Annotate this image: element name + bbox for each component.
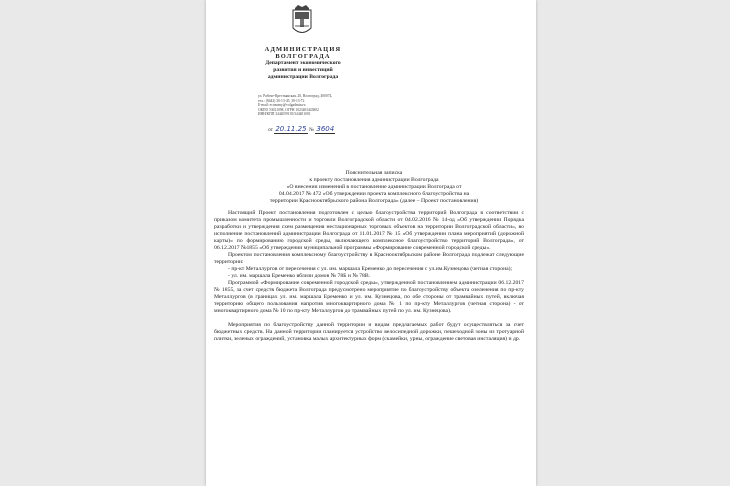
contact-address: ул. Рабоче-Крестьянская, 20, Волгоград, 400074, (258, 94, 333, 98)
paragraph-4: Мероприятия по благоустройству данной территории и видам предлагаемых работ будут осуществляться за счет бюджетных средств. На данной территории планируется устройство велосипедной дорожки, пешеходной зоны из тротуарной плитки, зеленых ограждений, установка малых архитектурных форм (скамейки, урны, ограждение световая инсталяция) и др. (214, 322, 524, 342)
paragraph-1: Настоящий Проект постановления подготовлен с целью благоустройства территорий Волгограда в соответствии с приказом комитета промышленности и торговли Волгоградской области от 04.02.2016 № 14-од «Об утверждении Порядка разработки и утверждения схем размещения нестационарных торговых объектов на территории Волгоградской области», во исполнение постановлений администрации Волгограда от 11.01.2017 № 15 «Об утверждении плана мероприятий (дорожной карты)» по формированию городской среды, включающего комплексное благоустройство территорий Волгограда», от 06.12.2017 №1855 «Об утверждении муниципальной программы «Формирование современной городской среды». (214, 210, 524, 251)
title-line-1: Пояснительная записка (345, 170, 403, 176)
title-line-5: территории Краснооктябрьского района Волгограда» (далее – Проект постановления) (269, 198, 479, 204)
title-line-2: к проекту постановления администрации Волгограда (309, 177, 439, 183)
contact-okpo: ОКПО 53021098, ОГРН 1023403443802 (258, 107, 319, 112)
outgoing-number-label: № (308, 127, 315, 133)
header-line-1: АДМИНИСТРАЦИЯ (264, 46, 342, 53)
territory-item-1: - пр-кт Металлургов от пересечения с ул. им. маршала Еременко до пересечения с ул.им.Кузнецова (четная сторона); (228, 266, 513, 272)
title-line-4: 04.04.2017 № 472 «Об утверждении проекта комплексного благоустройства на (278, 191, 470, 197)
outgoing-number (268, 125, 388, 133)
document-body (214, 210, 524, 343)
volgograd-coat-of-arms-icon (291, 4, 313, 37)
document-page (206, 0, 536, 486)
outgoing-prefix: от (268, 127, 273, 133)
outgoing-number-value: 3604 (316, 125, 335, 133)
sender-header (238, 46, 368, 81)
outgoing-date: 20.11.25 (275, 125, 307, 133)
contact-inn: ИНН/КПП 3444059139/344401001 (258, 112, 311, 117)
contact-block (258, 94, 378, 117)
contact-phone: тел.: (8442) 30-13-45, 30-13-72 (258, 98, 305, 103)
department-line-3: администрации Волгограда (267, 74, 339, 80)
document-title (236, 170, 512, 205)
title-line-3: «О внесении изменений в постановление администрации Волгограда от (286, 184, 462, 190)
department-line-1: Департамент экономического (265, 60, 341, 66)
territory-item-2: - ул. им. маршала Еременко вблизи домов № 78Б и № 78В. (228, 273, 371, 279)
department-line-2: развития и инвестиций (273, 67, 333, 73)
paragraph-3: Программой «Формирование современной городской среды», утвержденной постановлением администрации 06.12.2017 № 1855, за счет средств бюджета Волгограда предусмотрено мероприятие по благоустройству объекта озеленения по пр-кту Металлургов (в границах ул. им. маршала Еременко и ул. им. Кузнецова, по обе стороны от трамвайных путей, включая территорию общего пользования напротив многоквартирного дома № 1 по пр-кту Металлургов (четная сторона) - от многоквартирного дома № 10 по пр-кту Металлургов до трамвайных путей по ул. им. Кузнецова). (214, 280, 524, 314)
paragraph-2: Проектом постановления комплексному благоустройству в Краснооктябрьском районе Волгограда подлежат следующие территории: (214, 252, 524, 265)
contact-email: E-mail: economy@volgadmin.ru (258, 103, 306, 108)
header-line-2: ВОЛГОГРАДА (275, 53, 331, 60)
